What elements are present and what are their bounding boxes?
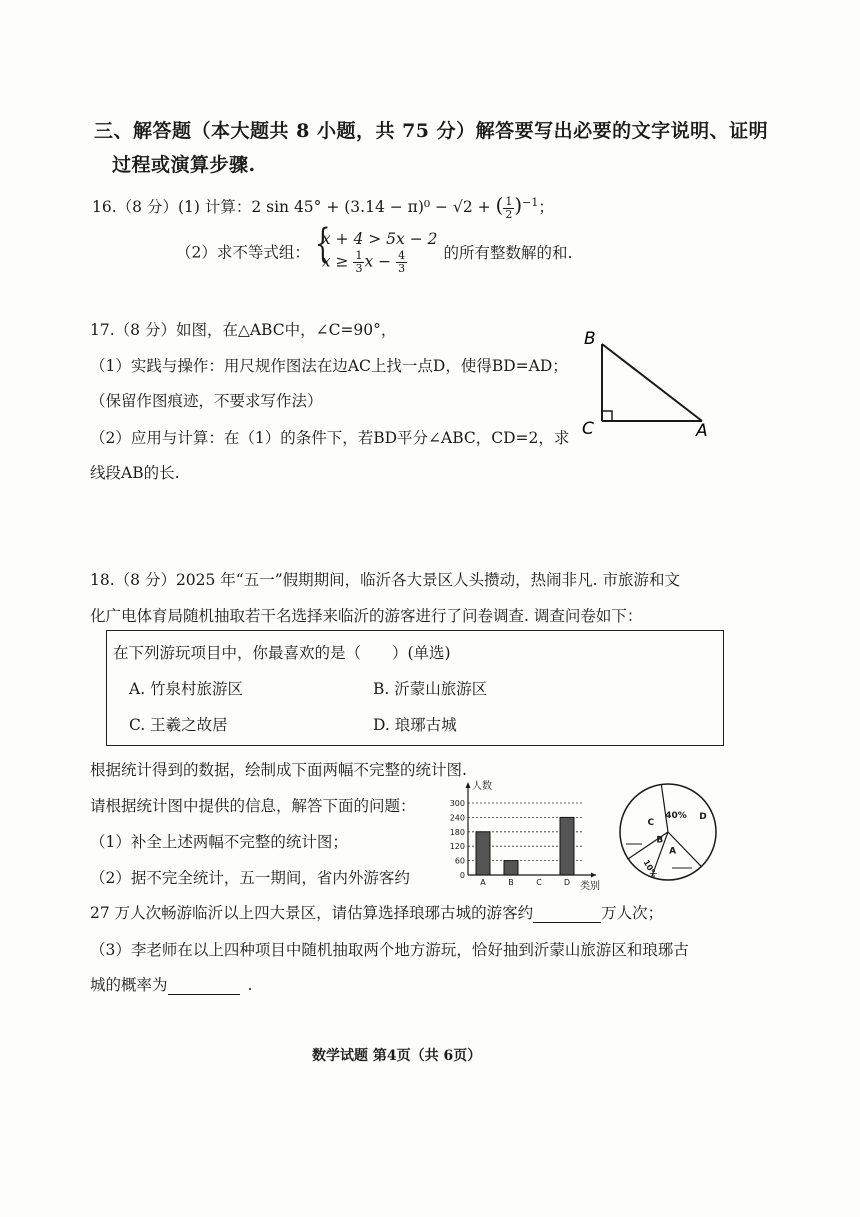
q18-sub2-text: 27 万人次畅游临沂以上四大景区，请估算选择琅琊古城的游客约 (90, 904, 534, 922)
triangle-figure (578, 326, 718, 444)
pie-percent-D: 40% (665, 811, 687, 821)
ytick-label-60: 60 (454, 856, 465, 866)
q18-line3: 根据统计得到的数据，绘制成下面两幅不完整的统计图. (90, 761, 467, 779)
bar-chart (436, 778, 616, 890)
q16-part2-suffix: 的所有整数解的和. (443, 243, 573, 262)
q16-part1-end: ； (538, 198, 554, 216)
q17-line1: 17.（8 分）如图，在△ABC中，∠C=90°， (90, 321, 397, 339)
q16-part1: 16.（8 分）(1) 计算：2 sin 45° + (3.14 − π)⁰ − √2 + ( $\frac{1}{2}$ )$^{-1}$； (92, 193, 554, 221)
inequality-row2: x ≥ $\frac{1}{3}$ x − $\frac{4}{3}$ (321, 249, 406, 275)
q18-sub2-unit: 万人次； (601, 904, 664, 922)
q17-line4: （2）应用与计算：在（1）的条件下，若BD平分∠ABC，CD=2，求 (90, 429, 570, 447)
q17-line2: （1）实践与操作：用尺规作图法在边AC上找一点D，使得BD=AD； (90, 357, 568, 375)
survey-option-d: D. 琅琊古城 (373, 716, 457, 734)
q16-part1-prefix: 16.（8 分）(1) 计算： (92, 198, 252, 216)
survey-option-a: A. 竹泉村旅游区 (129, 680, 244, 698)
q16-exponent: −1 (522, 195, 539, 209)
q17-line5: 线段AB的长. (90, 464, 180, 482)
ytick-label-300: 300 (449, 799, 465, 808)
vertex-a-label: A (696, 421, 708, 441)
pie-label-A: A (669, 846, 677, 857)
ytick-label-240: 240 (449, 813, 465, 823)
answer-blank-2[interactable] (168, 976, 240, 995)
y-axis-arrow (466, 782, 471, 788)
category-label-D: D (563, 878, 571, 887)
ytick-label-180: 180 (449, 827, 465, 837)
vertex-b-label: B (584, 329, 596, 349)
category-label-B: B (508, 878, 514, 887)
section-title-line2: 过程或演算步骤. (112, 154, 256, 176)
pie-percent-B: 10% (641, 858, 659, 880)
survey-question: 在下列游玩项目中，你最喜欢的是（ ）(单选) (113, 644, 451, 662)
vertex-c-label: C (582, 419, 594, 439)
survey-box (106, 630, 724, 746)
inequality-system: { x + 4 > 5x − 2 x ≥ $\frac{1}{3}$ x − $\frac{4}{3}$ (314, 221, 438, 275)
pie-label-B: B (656, 835, 664, 846)
q18-sub2: （2）据不完全统计，五一期间，省内外游客约 (90, 869, 410, 887)
q18-line4: 请根据统计图中提供的信息，解答下面的问题： (90, 797, 416, 815)
q18-sub3: （3）李老师在以上四种项目中随机抽取两个地方游玩，恰好抽到沂蒙山旅游区和琅琊古 (90, 941, 689, 959)
q17-line3: （保留作图痕迹，不要求写作法） (90, 392, 323, 410)
category-label-C: C (536, 878, 542, 887)
q16-frac-den: 2 (505, 207, 513, 221)
q18-sub2-cont (90, 901, 663, 923)
ytick-label-0: 0 (459, 871, 465, 880)
pie-chart (616, 780, 720, 884)
page-footer: 数学试题 第4页（共 6页） (312, 1048, 482, 1064)
right-angle-mark (602, 411, 612, 421)
q16-frac-num: 1 (505, 194, 513, 208)
survey-option-c: C. 王羲之故居 (129, 716, 228, 734)
q18-line1: 18.（8 分）2025 年“五一”假期期间，临沂各大景区人头攒动，热闹非凡. 市旅游和文 (90, 571, 681, 589)
answer-blank-1[interactable] (533, 904, 601, 923)
q18-sub1: （1）补全上述两幅不完整的统计图； (90, 833, 348, 851)
ytick-label-120: 120 (449, 842, 465, 852)
pie-label-D: D (699, 811, 707, 822)
q18-line2: 化广电体育局随机抽取若干名选择来临沂的游客进行了问卷调查. 调查问卷如下： (90, 607, 643, 625)
side-ab (602, 344, 702, 421)
q18-sub3-cont (90, 973, 252, 995)
section-title-line1: 三、解答题（本大题共 8 小题，共 75 分）解答要写出必要的文字说明、证明 (94, 120, 769, 142)
inequality-row1: x + 4 > 5x − 2 (321, 230, 438, 248)
x-axis-arrow (591, 873, 596, 878)
bar-A (476, 832, 490, 875)
q16-part2 (176, 221, 573, 275)
category-label-A: A (480, 878, 486, 887)
q16-part2-prefix: （2）求不等式组： (176, 243, 310, 262)
q18-sub3-end: . (247, 976, 253, 994)
x-axis-label: 类别 (580, 881, 600, 890)
q18-sub3-text: 城的概率为 (90, 976, 168, 994)
y-axis-label: 人数 (472, 781, 492, 792)
bar-D (560, 817, 574, 875)
pie-label-C: C (647, 818, 655, 829)
q16-part1-expr: 2 sin 45° + (3.14 − π)⁰ − √2 + (251, 198, 496, 216)
survey-option-b: B. 沂蒙山旅游区 (373, 680, 488, 698)
bar-B (504, 861, 518, 875)
